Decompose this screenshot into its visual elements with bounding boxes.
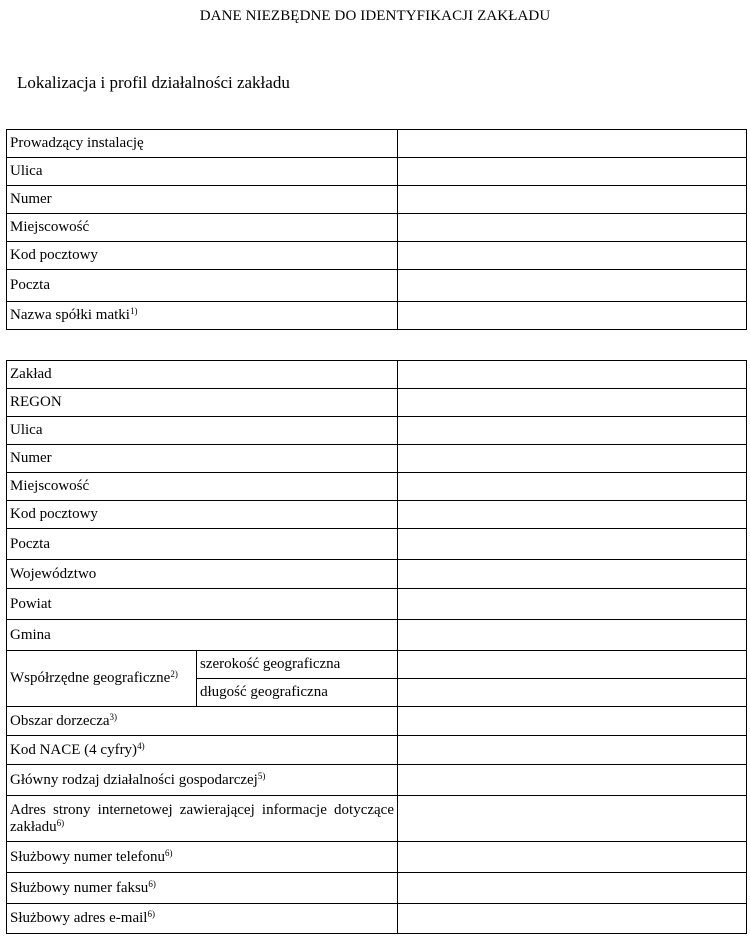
value-cell[interactable] — [398, 501, 747, 529]
table-row — [7, 501, 747, 529]
footnote-ref: 6) — [148, 878, 156, 889]
coordinates-label: Współrzędne geograficzne$^{2)}$ — [7, 651, 197, 707]
value-cell[interactable] — [398, 361, 747, 389]
value-cell[interactable] — [398, 707, 747, 736]
value-cell[interactable] — [398, 445, 747, 473]
table-row — [7, 904, 747, 934]
row-label: Zakład — [7, 361, 398, 389]
footnote-ref: 1) — [129, 306, 138, 316]
row-label: Powiat — [7, 589, 398, 620]
value-cell[interactable] — [398, 589, 747, 620]
footnote-ref: 2) — [170, 669, 178, 679]
row-label: Numer — [7, 445, 398, 473]
latitude-value-cell[interactable] — [398, 651, 747, 679]
row-label: Numer — [7, 186, 398, 214]
value-cell[interactable] — [398, 302, 747, 330]
table-row — [7, 186, 747, 214]
table-row — [7, 214, 747, 242]
value-cell[interactable] — [398, 873, 747, 904]
row-label: Kod NACE (4 cyfry)$^{4)}$ — [7, 736, 398, 765]
footnote-ref: 6) — [164, 847, 173, 858]
table-row — [7, 736, 747, 765]
table-row — [7, 620, 747, 651]
longitude-label: długość geograficzna — [197, 679, 398, 707]
row-label: Prowadzący instalację — [7, 130, 398, 158]
value-cell[interactable] — [398, 417, 747, 445]
footnote-ref: 3) — [109, 711, 118, 722]
row-label: Ulica — [7, 417, 398, 445]
row-label: REGON — [7, 389, 398, 417]
operator-table — [6, 129, 747, 330]
value-cell[interactable] — [398, 186, 747, 214]
table-row — [7, 473, 747, 501]
row-label: Główny rodzaj działalności gospodarczej$^{5)}$ — [7, 765, 398, 796]
table-row — [7, 302, 747, 330]
row-label: Adres strony internetowej zawierającej informacje dotyczące zakładu$^{6)}$ — [7, 796, 398, 842]
value-cell[interactable] — [398, 242, 747, 270]
row-label: Województwo — [7, 560, 398, 589]
row-label: Obszar dorzecza$^{3)}$ — [7, 707, 398, 736]
value-cell[interactable] — [398, 904, 747, 934]
value-cell[interactable] — [398, 473, 747, 501]
row-label: Służbowy numer telefonu$^{6)}$ — [7, 842, 398, 873]
table-row — [7, 445, 747, 473]
value-cell[interactable] — [398, 270, 747, 302]
row-label: Poczta — [7, 270, 398, 302]
footnote-ref: 5) — [257, 770, 266, 781]
value-cell[interactable] — [398, 765, 747, 796]
table-row — [7, 270, 747, 302]
section-subtitle: Lokalizacja i profil działalności zakładu — [17, 73, 290, 92]
plant-table — [6, 360, 747, 934]
table-row — [7, 529, 747, 560]
value-cell[interactable] — [398, 214, 747, 242]
latitude-label: szerokość geograficzna — [197, 651, 398, 679]
row-label: Miejscowość — [7, 473, 398, 501]
value-cell[interactable] — [398, 158, 747, 186]
table-row — [7, 651, 747, 679]
table-row — [7, 765, 747, 796]
value-cell[interactable] — [398, 796, 747, 842]
value-cell[interactable] — [398, 842, 747, 873]
table-row — [7, 130, 747, 158]
value-cell[interactable] — [398, 529, 747, 560]
row-label: Kod pocztowy — [7, 242, 398, 270]
longitude-value-cell[interactable] — [398, 679, 747, 707]
row-label: Nazwa spółki matki$^{1)}$ — [7, 302, 398, 330]
table-row — [7, 873, 747, 904]
table-row — [7, 796, 747, 842]
row-label: Miejscowość — [7, 214, 398, 242]
value-cell[interactable] — [398, 389, 747, 417]
table-row — [7, 389, 747, 417]
row-label: Poczta — [7, 529, 398, 560]
value-cell[interactable] — [398, 560, 747, 589]
table-row — [7, 842, 747, 873]
footnote-ref: 6) — [147, 909, 155, 919]
table-row — [7, 158, 747, 186]
value-cell[interactable] — [398, 130, 747, 158]
row-label: Gmina — [7, 620, 398, 651]
document-title: DANE NIEZBĘDNE DO IDENTYFIKACJI ZAKŁADU — [199, 8, 551, 24]
value-cell[interactable] — [398, 620, 747, 651]
table-row — [7, 589, 747, 620]
row-label: Służbowy numer faksu$^{6)}$ — [7, 873, 398, 904]
table-row — [7, 707, 747, 736]
table-row — [7, 361, 747, 389]
value-cell[interactable] — [398, 736, 747, 765]
footnote-ref: 4) — [137, 740, 145, 751]
table-row — [7, 417, 747, 445]
table-row — [7, 560, 747, 589]
table-row — [7, 242, 747, 270]
row-label: Ulica — [7, 158, 398, 186]
row-label: Kod pocztowy — [7, 501, 398, 529]
row-label: Służbowy adres e-mail$^{6)}$ — [7, 904, 398, 934]
footnote-ref: 6) — [56, 817, 65, 828]
